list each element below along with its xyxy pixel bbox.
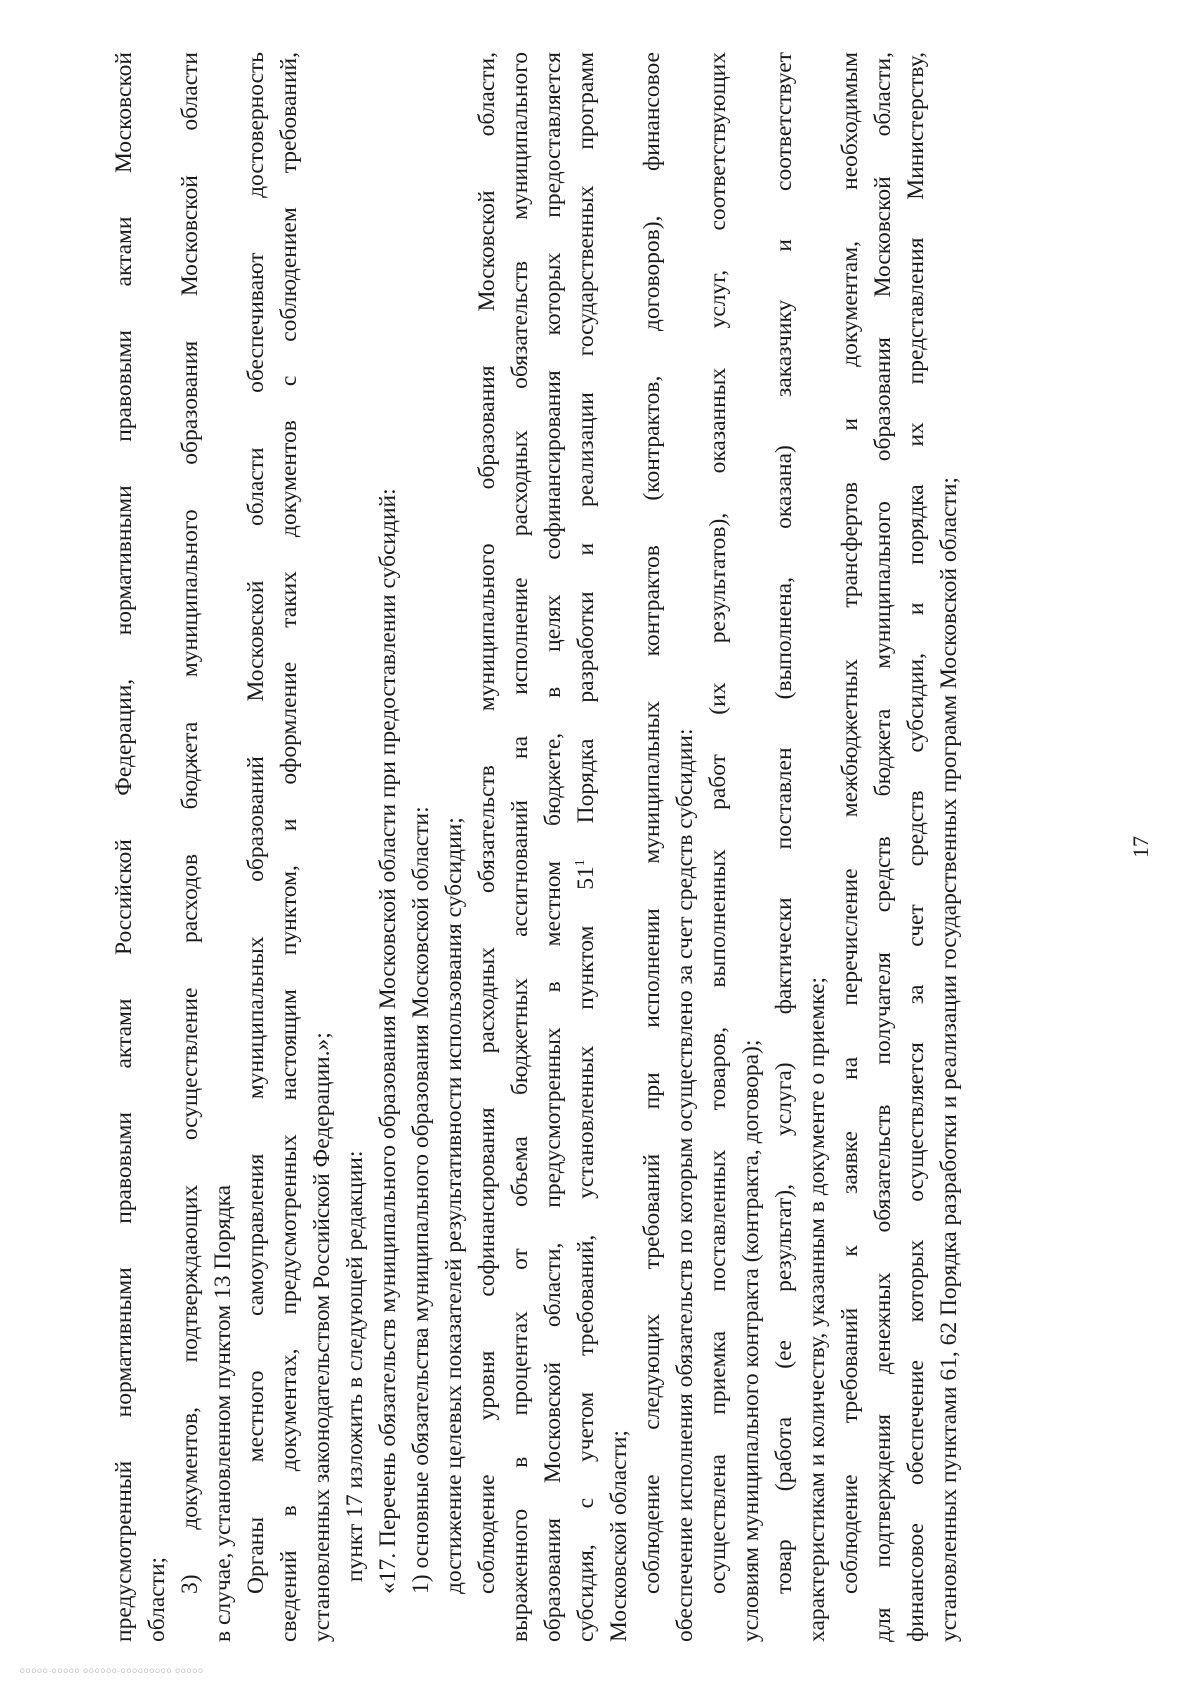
text-line: характеристикам и количеству, указанным в документе о приемке; bbox=[804, 976, 830, 1642]
text-line: пункт 17 изложить в следующей редакции: bbox=[342, 1150, 368, 1582]
rotated-text-column bbox=[108, 51, 1153, 1642]
text-line: «17. Перечень обязательств муниципального образования Московской области при предоставлении субсидий: bbox=[375, 488, 401, 1594]
text-line: установленных пунктами 61, 62 Порядка разработки и реализации государственных программ Московской области; bbox=[936, 477, 962, 1642]
text-line: 3) документов, подтверждающих осуществление расходов бюджета муниципального образования Московской области bbox=[177, 52, 203, 1594]
text-line: обеспечение исполнения обязательств по которым осуществлено за счет средств субсидии: bbox=[672, 728, 698, 1642]
text-line: соблюдение уровня софинансирования расходных обязательств муниципального образования Московской области, bbox=[474, 52, 500, 1594]
text-line: товар (работа (ее результат), услуга) фактически поставлен (выполнена, оказана) заказчику и соответствует bbox=[771, 52, 797, 1594]
text-line: предусмотренный нормативными правовыми актами Российской Федерации, нормативными правовыми актами Московской bbox=[111, 52, 137, 1642]
text-line: установленных законодательством Российской Федерации.»; bbox=[309, 1032, 335, 1642]
text-line: образования Московской области, предусмотренных в местном бюджете, в целях софинансирования которых предоставляется bbox=[540, 52, 566, 1642]
text-line: для подтверждения денежных обязательств получателя средств бюджета муниципального образования Московской области, bbox=[870, 52, 896, 1642]
text-line: соблюдение требований к заявке на перечисление межбюджетных трансфертов и документам, необходимым bbox=[837, 52, 863, 1594]
text-line: финансовое обеспечение которых осуществляется за счет средств субсидии, и порядка их представления Министерству, bbox=[903, 52, 929, 1642]
text-line-segment: Порядка разработки и реализации государственных программ bbox=[573, 51, 599, 860]
text-line: Московской области; bbox=[606, 1430, 632, 1642]
text-line: в случае, установленном пунктом 13 Порядка bbox=[210, 1184, 236, 1642]
text-line-segment: субсидия, с учетом требований, установленных пунктом 51 bbox=[573, 866, 599, 1642]
text-line: сведений в документах, предусмотренных настоящим пунктом, и оформление таких документов с соблюдением требований, bbox=[276, 52, 302, 1642]
text-line: соблюдение следующих требований при исполнении муниципальных контрактов (контрактов, договоров), финансовое bbox=[639, 52, 665, 1594]
text-line: условиям муниципального контракта (контракта, договора); bbox=[738, 1039, 764, 1642]
text-line-with-footnote bbox=[570, 52, 603, 1642]
page-number: 17 bbox=[1128, 836, 1153, 858]
text-line: выраженного в процентах от объема бюджетных ассигнований на исполнение расходных обязательств муниципального bbox=[507, 52, 533, 1642]
text-line: области; bbox=[144, 1556, 170, 1642]
scan-mark: ООООО-ООООО ОООООО-ООООООООО ООООО bbox=[20, 1668, 204, 1675]
text-line: достижение целевых показателей результативности использования субсидии; bbox=[441, 817, 467, 1594]
text-line: осуществлена приемка поставленных товаров, выполненных работ (их результатов), оказанных услуг, соответствующих bbox=[705, 52, 731, 1594]
text-line: Органы местного самоуправления муниципальных образований Московской области обеспечивают достоверность bbox=[243, 52, 269, 1594]
text-line: 1) основные обязательства муниципального образования Московской области: bbox=[408, 806, 434, 1594]
footnote-superscript: 1 bbox=[573, 859, 589, 867]
